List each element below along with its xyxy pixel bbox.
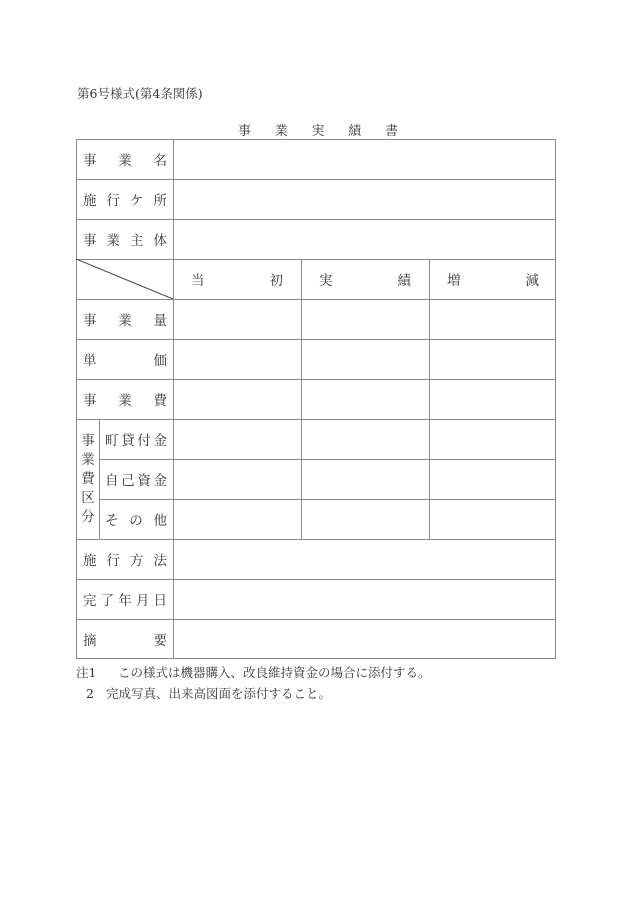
note-item: 2 完成写真、出来高図面を添付すること。	[86, 686, 332, 701]
label-other: そ の 他	[105, 513, 167, 529]
field-location[interactable]	[175, 181, 554, 218]
field-method[interactable]	[175, 541, 554, 578]
column-header-change: 増 減	[447, 273, 539, 289]
field-completion-date[interactable]	[175, 581, 554, 618]
title-char: 業	[274, 124, 288, 139]
notes	[76, 662, 431, 704]
title-char: 書	[384, 124, 398, 139]
form-number: 第6号様式(第4条関係)	[77, 86, 203, 101]
column-header-actual: 実 績	[319, 273, 411, 289]
label-summary: 摘 要	[83, 633, 167, 649]
label-town-loan: 町 貸 付 金	[105, 433, 167, 449]
label-method: 施 行 方 法	[83, 553, 167, 569]
row-divider	[99, 459, 556, 460]
row-divider	[99, 499, 556, 500]
column-header-initial: 当 初	[191, 273, 283, 289]
title-char: 績	[348, 124, 362, 139]
diagonal-header-cell	[76, 259, 174, 299]
label-project-name: 事 業 名	[83, 153, 167, 169]
document-title	[238, 120, 398, 139]
label-completion-date: 完 了 年 月 日	[83, 593, 167, 609]
field-operator[interactable]	[175, 221, 554, 258]
label-operator: 事 業 主 体	[83, 233, 167, 249]
title-char: 事	[238, 124, 252, 139]
column-divider	[173, 139, 174, 659]
label-unit-price: 単 価	[83, 353, 167, 369]
field-summary[interactable]	[175, 621, 554, 658]
title-char: 実	[311, 124, 325, 139]
label-cost: 事 業 費	[83, 393, 167, 409]
column-divider	[99, 419, 100, 539]
column-divider	[429, 259, 430, 539]
label-quantity: 事 業 量	[83, 313, 167, 329]
label-cost-breakdown: 事 業 費 区 分	[81, 432, 95, 525]
note-item: 注1 この様式は機器購入、改良維持資金の場合に添付する。	[76, 665, 431, 680]
field-project-name[interactable]	[175, 141, 554, 178]
label-location: 施 行 ケ 所	[83, 193, 167, 209]
column-divider	[301, 259, 302, 539]
label-own-funds: 自 己 資 金	[105, 473, 167, 489]
